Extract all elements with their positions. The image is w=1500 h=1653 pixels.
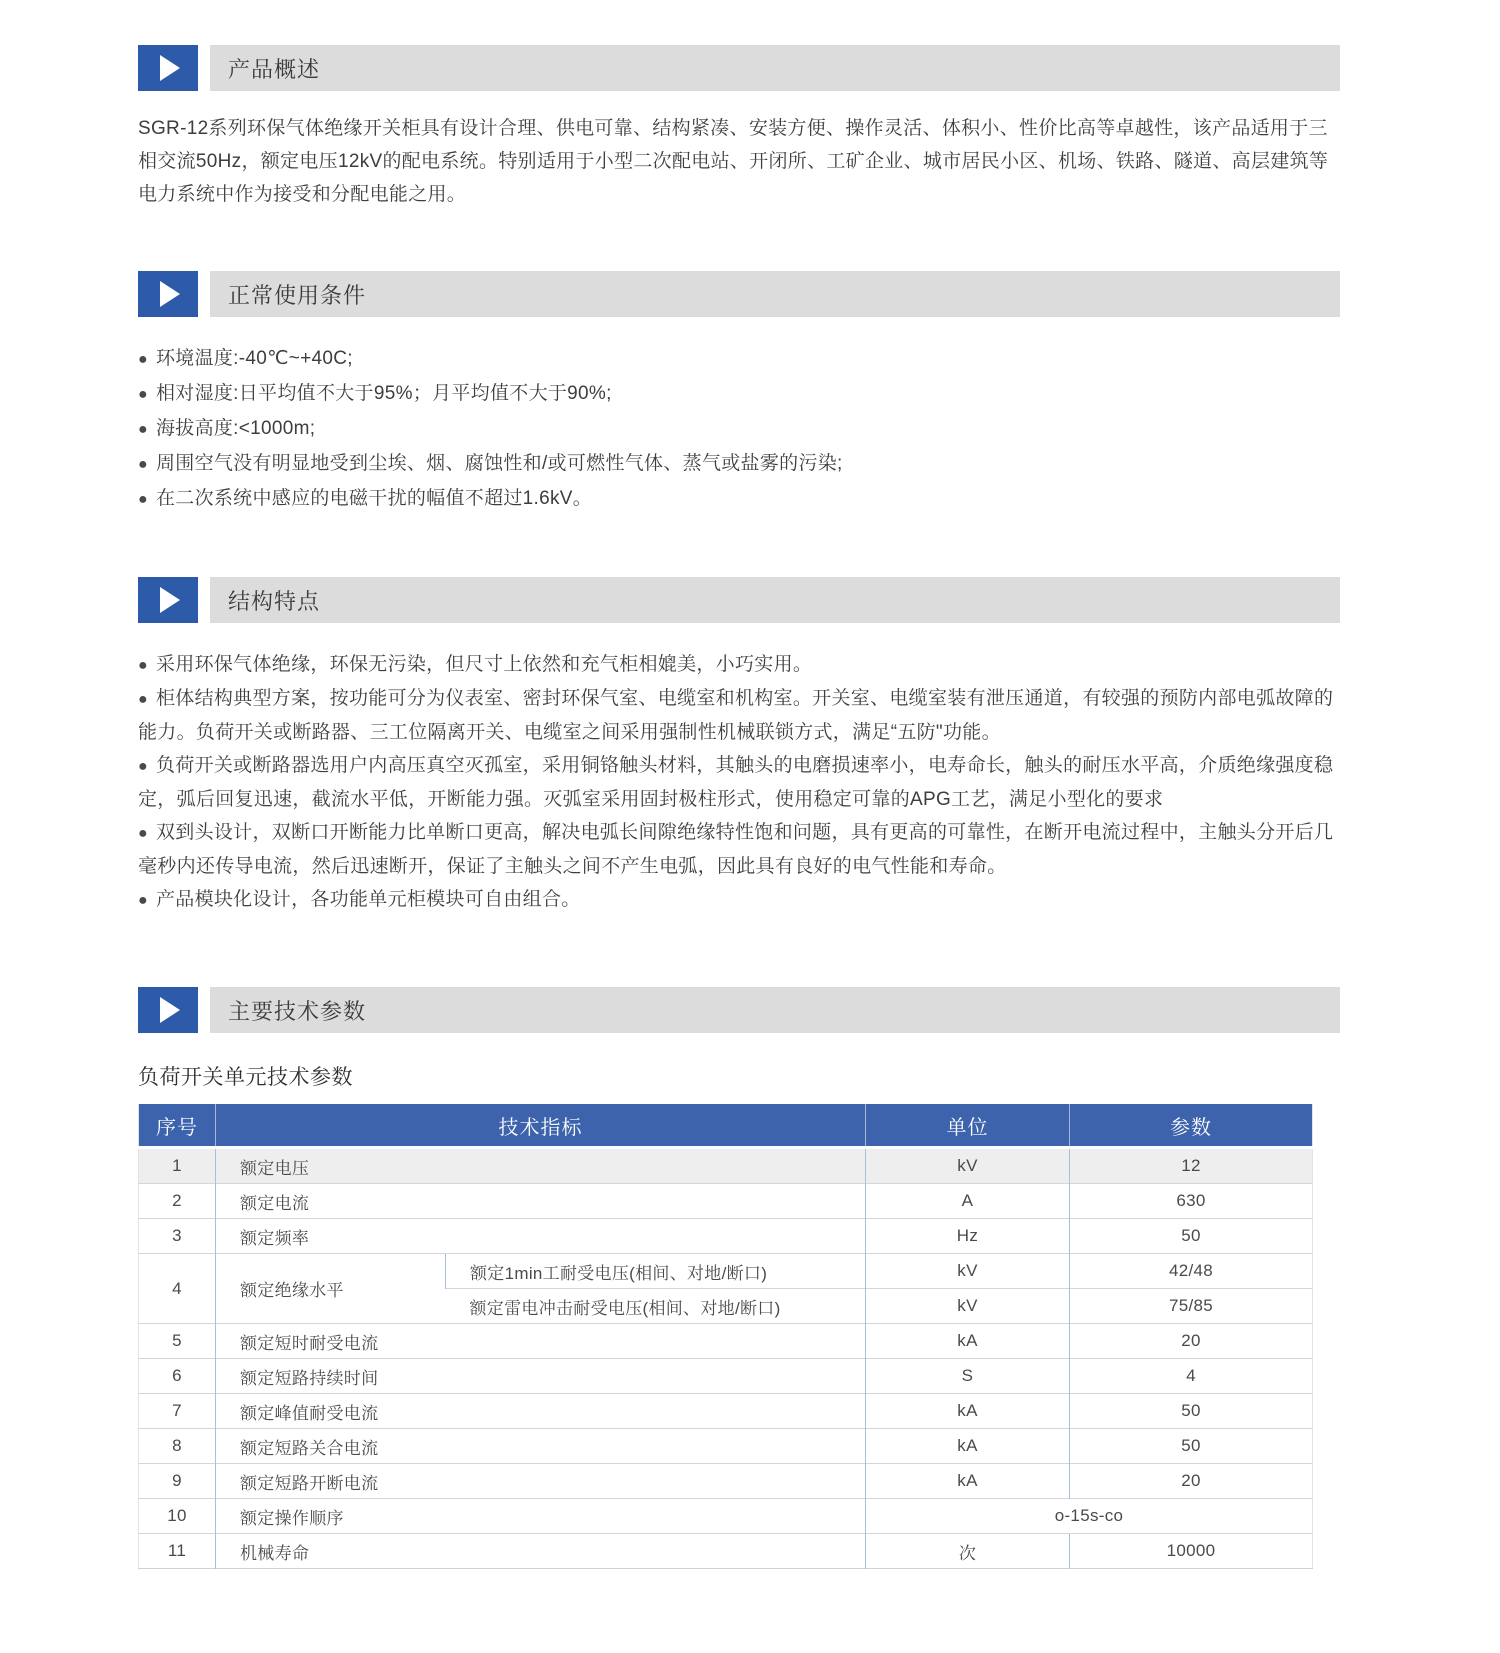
cell-unit: S xyxy=(866,1359,1070,1394)
table-row xyxy=(139,1499,1313,1534)
cell-indicator: 额定电流 xyxy=(216,1184,866,1219)
section-title-features: 结构特点 xyxy=(210,577,1340,623)
cell-no: 9 xyxy=(139,1464,216,1499)
list-item-text: 海拔高度:<1000m; xyxy=(155,418,316,439)
section-accent-box xyxy=(138,271,198,317)
play-triangle-icon xyxy=(160,281,180,307)
bullet-icon: ● xyxy=(138,491,148,508)
col-header-unit: 单位 xyxy=(866,1104,1070,1148)
cell-unit: A xyxy=(866,1184,1070,1219)
bullet-icon: ● xyxy=(138,691,148,708)
cell-unit: kA xyxy=(866,1464,1070,1499)
cell-indicator: 机械寿命 xyxy=(216,1534,866,1569)
list-item xyxy=(138,883,1340,917)
list-item xyxy=(138,482,1340,517)
bullet-icon: ● xyxy=(138,386,148,403)
list-item xyxy=(138,648,1340,682)
cell-unit: 次 xyxy=(866,1534,1070,1569)
cell-value: 630 xyxy=(1070,1184,1313,1219)
cell-value: 12 xyxy=(1070,1148,1313,1184)
table-row xyxy=(139,1148,1313,1184)
table-row xyxy=(139,1324,1313,1359)
list-item-text: 双到头设计，双断口开断能力比单断口更高，解决电弧长间隙绝缘特性饱和问题，具有更高的可靠性，在断开电流过程中，主触头分开后几毫秒内还传导电流，然后迅速断开，保证了主触头之间不产生电弧，因此具有良好的电气性能和寿命。 xyxy=(138,822,1334,877)
cell-merged-value: o-15s-co xyxy=(866,1499,1313,1534)
list-item-text: 采用环保气体绝缘，环保无污染，但尺寸上依然和充气柜相媲美，小巧实用。 xyxy=(155,654,813,675)
list-item xyxy=(138,377,1340,412)
page-content xyxy=(138,45,1340,1569)
cell-indicator: 额定电压 xyxy=(216,1148,866,1184)
cell-value: 50 xyxy=(1070,1219,1313,1254)
cell-indicator: 额定峰值耐受电流 xyxy=(216,1394,866,1429)
bullet-icon: ● xyxy=(138,421,148,438)
section-accent-box xyxy=(138,577,198,623)
features-list xyxy=(138,648,1340,917)
cell-value: 10000 xyxy=(1070,1534,1313,1569)
table-row xyxy=(139,1219,1313,1254)
section-title-overview: 产品概述 xyxy=(210,45,1340,91)
bullet-icon: ● xyxy=(138,657,148,674)
bullet-icon: ● xyxy=(138,825,148,842)
cell-no: 11 xyxy=(139,1534,216,1569)
cell-no: 3 xyxy=(139,1219,216,1254)
cell-no: 7 xyxy=(139,1394,216,1429)
cell-value: 50 xyxy=(1070,1394,1313,1429)
list-item-text: 负荷开关或断路器选用户内高压真空灭孤室，采用铜铬触头材料，其触头的电磨损速率小，电寿命长，触头的耐压水平高，介质绝缘强度稳定，弧后回复迅速，截流水平低，开断能力强。灭弧室采用固封极柱形式，使用稳定可靠的APG工艺，满足小型化的要求 xyxy=(138,755,1334,810)
cell-unit: kV xyxy=(866,1148,1070,1184)
conditions-list xyxy=(138,342,1340,517)
section-title-parameters: 主要技术参数 xyxy=(210,987,1340,1033)
table-row xyxy=(139,1464,1313,1499)
bullet-icon: ● xyxy=(138,456,148,473)
cell-indicator: 额定短时耐受电流 xyxy=(216,1324,866,1359)
table-row xyxy=(139,1254,1313,1289)
list-item xyxy=(138,447,1340,482)
parameters-table xyxy=(138,1104,1313,1569)
list-item-text: 周围空气没有明显地受到尘埃、烟、腐蚀性和/或可燃性气体、蒸气或盐雾的污染; xyxy=(155,453,843,474)
cell-value: 75/85 xyxy=(1070,1289,1313,1324)
section-header-overview xyxy=(138,45,1340,91)
section-header-parameters xyxy=(138,987,1340,1033)
section-header-features xyxy=(138,577,1340,623)
table-row xyxy=(139,1394,1313,1429)
section-title-conditions: 正常使用条件 xyxy=(210,271,1340,317)
col-header-value: 参数 xyxy=(1070,1104,1313,1148)
cell-value: 20 xyxy=(1070,1464,1313,1499)
section-accent-box xyxy=(138,987,198,1033)
cell-no: 6 xyxy=(139,1359,216,1394)
cell-no: 1 xyxy=(139,1148,216,1184)
cell-sub-indicator: 额定雷电冲击耐受电压(相间、对地/断口) xyxy=(446,1289,866,1324)
list-item-text: 相对湿度:日平均值不大于95%；月平均值不大于90%; xyxy=(155,383,612,404)
section-header-conditions xyxy=(138,271,1340,317)
cell-value: 20 xyxy=(1070,1324,1313,1359)
play-triangle-icon xyxy=(160,55,180,81)
table-row xyxy=(139,1429,1313,1464)
list-item-text: 柜体结构典型方案，按功能可分为仪表室、密封环保气室、电缆室和机构室。开关室、电缆室装有泄压通道，有较强的预防内部电弧故障的能力。负荷开关或断路器、三工位隔离开关、电缆室之间采用强制性机械联锁方式，满足“五防"功能。 xyxy=(138,688,1334,743)
cell-indicator: 额定绝缘水平 xyxy=(216,1254,446,1324)
table-header-row xyxy=(139,1104,1313,1148)
list-item xyxy=(138,749,1340,816)
cell-unit: kA xyxy=(866,1429,1070,1464)
bullet-icon: ● xyxy=(138,351,148,368)
col-header-indicator: 技术指标 xyxy=(216,1104,866,1148)
cell-unit: Hz xyxy=(866,1219,1070,1254)
table-row xyxy=(139,1184,1313,1219)
table-row xyxy=(139,1534,1313,1569)
cell-unit: kA xyxy=(866,1394,1070,1429)
cell-indicator: 额定操作顺序 xyxy=(216,1499,866,1534)
list-item xyxy=(138,682,1340,749)
cell-value: 42/48 xyxy=(1070,1254,1313,1289)
list-item-text: 环境温度:-40℃~+40C; xyxy=(155,348,353,369)
cell-unit: kV xyxy=(866,1254,1070,1289)
section-accent-box xyxy=(138,45,198,91)
bullet-icon: ● xyxy=(138,758,148,775)
cell-indicator: 额定短路关合电流 xyxy=(216,1429,866,1464)
bullet-icon: ● xyxy=(138,892,148,909)
cell-no: 2 xyxy=(139,1184,216,1219)
table-subtitle: 负荷开关单元技术参数 xyxy=(138,1066,353,1089)
col-header-no: 序号 xyxy=(139,1104,216,1148)
table-row xyxy=(139,1359,1313,1394)
cell-indicator: 额定短路开断电流 xyxy=(216,1464,866,1499)
overview-paragraph: SGR-12系列环保气体绝缘开关柜具有设计合理、供电可靠、结构紧凑、安装方便、操作灵活、体积小、性价比高等卓越性，该产品适用于三相交流50Hz，额定电压12kV的配电系统。特别适用于小型二次配电站、开闭所、工矿企业、城市居民小区、机场、铁路、隧道、高层建筑等电力系统中作为接受和分配电能之用。 xyxy=(138,118,1329,205)
play-triangle-icon xyxy=(160,997,180,1023)
list-item xyxy=(138,342,1340,377)
cell-value: 4 xyxy=(1070,1359,1313,1394)
cell-no: 4 xyxy=(139,1254,216,1324)
cell-value: 50 xyxy=(1070,1429,1313,1464)
cell-no: 5 xyxy=(139,1324,216,1359)
list-item xyxy=(138,412,1340,447)
list-item-text: 产品模块化设计，各功能单元柜模块可自由组合。 xyxy=(155,889,581,910)
play-triangle-icon xyxy=(160,587,180,613)
cell-unit: kV xyxy=(866,1289,1070,1324)
cell-no: 8 xyxy=(139,1429,216,1464)
cell-no: 10 xyxy=(139,1499,216,1534)
cell-indicator: 额定短路持续时间 xyxy=(216,1359,866,1394)
cell-unit: kA xyxy=(866,1324,1070,1359)
cell-indicator: 额定频率 xyxy=(216,1219,866,1254)
list-item xyxy=(138,816,1340,883)
list-item-text: 在二次系统中感应的电磁干扰的幅值不超过1.6kV。 xyxy=(155,488,593,509)
cell-sub-indicator: 额定1min工耐受电压(相间、对地/断口) xyxy=(446,1254,866,1289)
